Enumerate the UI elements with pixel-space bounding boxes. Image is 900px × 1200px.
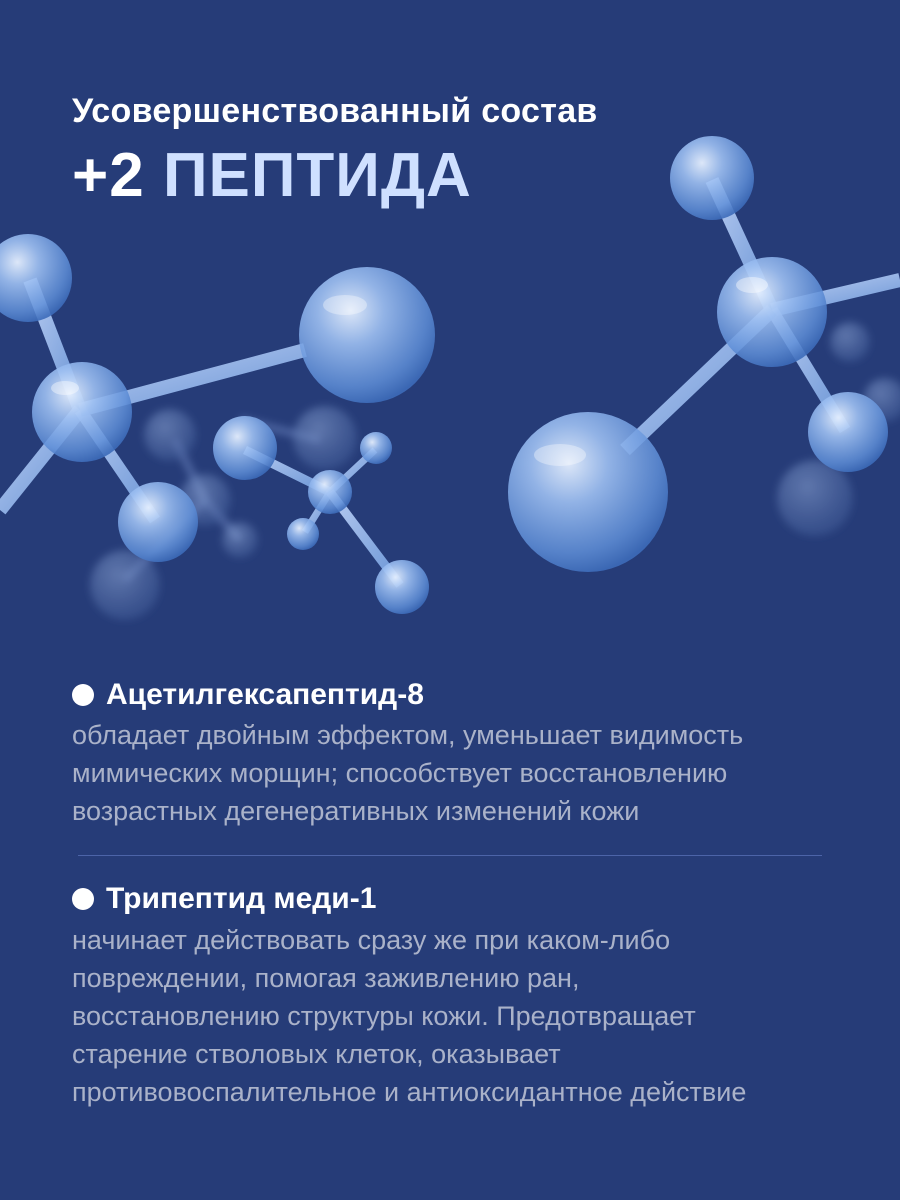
bullet-icon xyxy=(72,684,94,706)
bullet-icon xyxy=(72,888,94,910)
description-line: старение стволовых клеток, оказывает xyxy=(72,1039,561,1069)
description-line: мимических морщин; способствует восстановлению xyxy=(72,758,728,788)
description-line: обладает двойным эффектом, уменьшает видимость xyxy=(72,720,744,750)
item-title-acetyl-hexapeptide xyxy=(72,678,424,712)
subtitle: Усовершенствованный состав xyxy=(72,92,598,130)
divider xyxy=(78,855,822,856)
description-line: возрастных дегенеративных изменений кожи xyxy=(72,796,640,826)
item-title-text: Трипептид меди-1 xyxy=(106,882,377,915)
item-description-acetyl-hexapeptide xyxy=(72,716,872,830)
headline-plus: +2 xyxy=(72,141,145,210)
description-line: повреждении, помогая заживлению ран, xyxy=(72,963,580,993)
blurred-molecule-icon xyxy=(90,322,900,620)
item-description-copper-tripeptide xyxy=(72,921,872,1111)
description-line: восстановлению структуры кожи. Предотвращает xyxy=(72,1001,696,1031)
item-title-copper-tripeptide xyxy=(72,882,376,916)
item-title-text: Ацетилгексапептид-8 xyxy=(106,678,424,711)
headline-word: ПЕПТИДА xyxy=(162,141,472,210)
molecule-illustration xyxy=(0,120,900,640)
description-line: противовоспалительное и антиоксидантное действие xyxy=(72,1077,747,1107)
description-line: начинает действовать сразу же при каком-либо xyxy=(72,925,671,955)
